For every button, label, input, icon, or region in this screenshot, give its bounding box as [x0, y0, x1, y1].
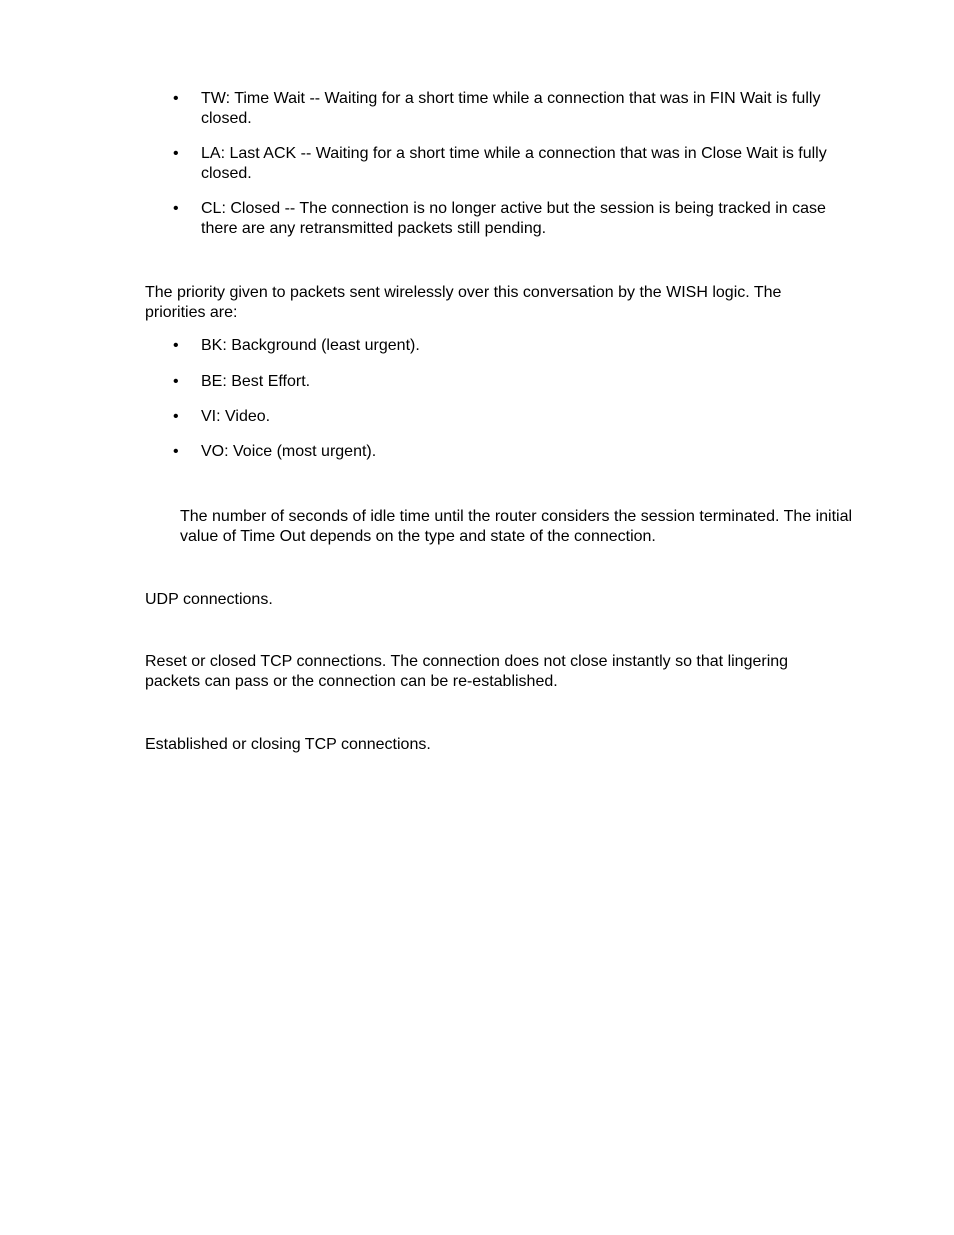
list-item	[145, 144, 845, 184]
list-item	[145, 407, 845, 427]
timeout-description: The number of seconds of idle time until the router considers the session terminated. The initial value of Time Out depends on the type and state of the connection.	[180, 508, 853, 545]
connection-state-list	[145, 89, 845, 239]
priority-intro: The priority given to packets sent wirelessly over this conversation by the WISH logic. The priorities are:	[145, 284, 782, 321]
established-tcp-text: Established or closing TCP connections.	[145, 736, 431, 753]
bullet-marker: •	[173, 200, 179, 217]
list-item	[145, 372, 845, 392]
priority-be-text: BE: Best Effort.	[201, 373, 311, 390]
list-item	[145, 89, 845, 129]
state-tw-text: TW: Time Wait -- Waiting for a short time while a connection that was in FIN Wait is fully closed.	[201, 90, 821, 127]
bullet-marker: •	[173, 337, 179, 354]
reset-closed-tcp-text: Reset or closed TCP connections. The connection does not close instantly so that lingering packets can pass or the connection can be re-established.	[145, 653, 789, 690]
udp-connections-text: UDP connections.	[145, 591, 273, 608]
bullet-marker: •	[173, 443, 179, 460]
priority-bk-text: BK: Background (least urgent).	[201, 337, 420, 354]
bullet-marker: •	[173, 373, 179, 390]
priority-list	[145, 336, 845, 462]
priority-vi-text: VI: Video.	[201, 408, 271, 425]
bullet-marker: •	[173, 90, 179, 107]
state-cl-text: CL: Closed -- The connection is no longer active but the session is being tracked in case there are any retransmitted packets still pending.	[201, 200, 826, 237]
priority-vo-text: VO: Voice (most urgent).	[201, 443, 377, 460]
list-item	[145, 199, 845, 239]
state-la-text: LA: Last ACK -- Waiting for a short time while a connection that was in Close Wait is fully closed.	[201, 145, 827, 182]
list-item	[145, 442, 845, 462]
list-item	[145, 336, 845, 356]
bullet-marker: •	[173, 408, 179, 425]
bullet-marker: •	[173, 145, 179, 162]
